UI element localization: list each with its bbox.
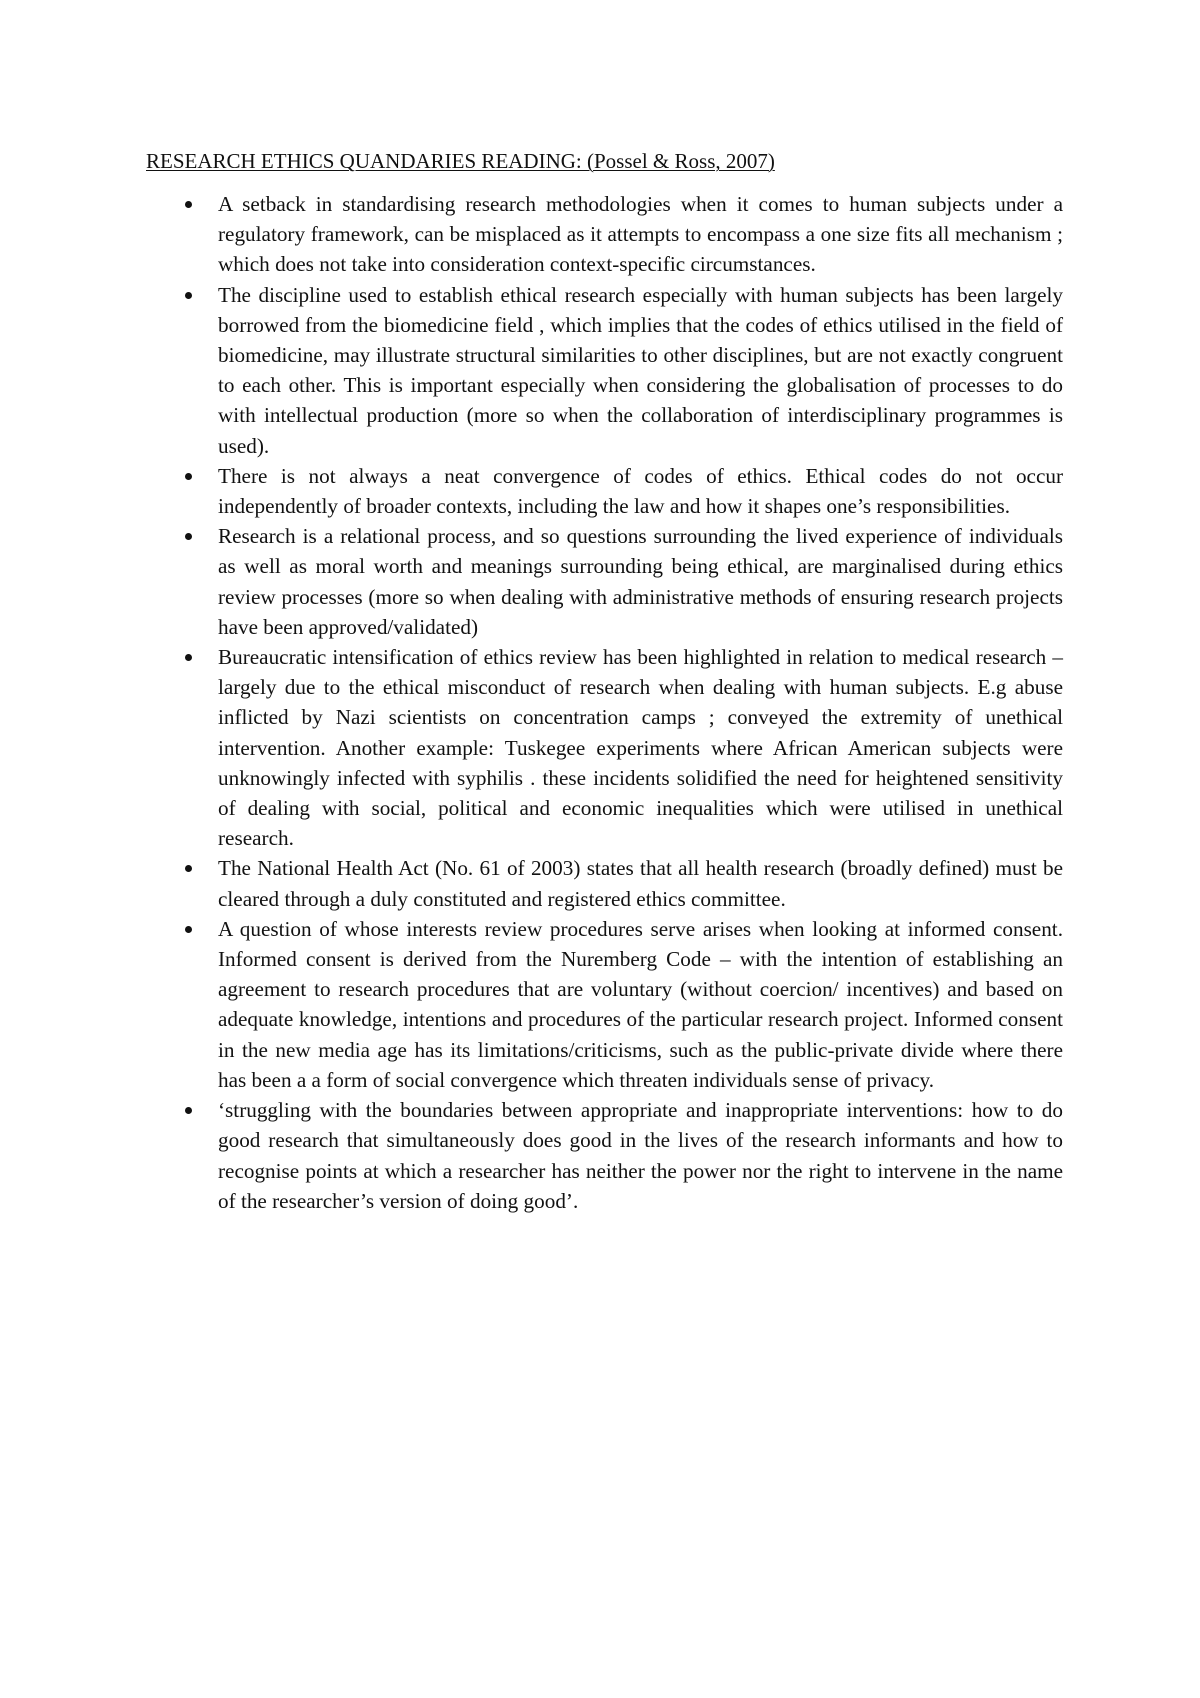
bullet-text: Bureaucratic intensification of ethics review has been highlighted in relation to medical research – largely due to the ethical misconduct of research when dealing with human subjects. E.g abuse inflicted by Nazi scientists on concentration camps ; conveyed the extremity of unethical intervention. Another example: Tuskegee experiments where African American subjects were unknowingly infected with syphilis . these incidents solidified the need for heightened sensitivity of dealing with social, political and economic inequalities which were utilised in unethical research. bbox=[218, 645, 1063, 851]
bullet-list bbox=[218, 189, 1063, 1216]
bullet-text: ‘struggling with the boundaries between appropriate and inappropriate interventions: how to do good research that simultaneously does good in the lives of the research informants and how to recognise points at which a researcher has neither the power nor the right to intervene in the name of the researcher’s version of doing good’. bbox=[218, 1098, 1063, 1213]
list-item bbox=[218, 914, 1063, 1095]
bullet-icon bbox=[185, 201, 192, 208]
bullet-icon bbox=[185, 926, 192, 933]
list-item bbox=[218, 461, 1063, 521]
list-item bbox=[218, 521, 1063, 642]
list-item bbox=[218, 1095, 1063, 1216]
document-title: RESEARCH ETHICS QUANDARIES READING: (Possel & Ross, 2007) bbox=[146, 149, 775, 173]
list-item bbox=[218, 853, 1063, 913]
bullet-text: A question of whose interests review procedures serve arises when looking at informed consent. Informed consent is derived from the Nuremberg Code – with the intention of establishing an agreement to research procedures that are voluntary (without coercion/ incentives) and based on adequate knowledge, intentions and procedures of the particular research project. Informed consent in the new media age has its limitations/criticisms, such as the public-private divide where there has been a a form of social convergence which threaten individuals sense of privacy. bbox=[218, 916, 1063, 1092]
bullet-icon bbox=[185, 654, 192, 661]
bullet-icon bbox=[185, 292, 192, 299]
bullet-text: Research is a relational process, and so questions surrounding the lived experience of individuals as well as moral worth and meanings surrounding being ethical, are marginalised during ethics review processes (more so when dealing with administrative methods of ensuring research projects have been approved/validated) bbox=[218, 524, 1063, 639]
bullet-text: A setback in standardising research methodologies when it comes to human subjects under a regulatory framework, can be misplaced as it attempts to encompass a one size fits all mechanism ; which does not take into consideration context-specific circumstances. bbox=[218, 192, 1063, 277]
list-item bbox=[218, 189, 1063, 280]
list-item bbox=[218, 642, 1063, 853]
bullet-icon bbox=[185, 865, 192, 872]
bullet-text: There is not always a neat convergence of codes of ethics. Ethical codes do not occur independently of broader contexts, including the law and how it shapes one’s responsibilities. bbox=[218, 463, 1063, 519]
bullet-icon bbox=[185, 1107, 192, 1114]
list-item bbox=[218, 280, 1063, 461]
bullet-text: The discipline used to establish ethical research especially with human subjects has been largely borrowed from the biomedicine field , which implies that the codes of ethics utilised in the field of biomedicine, may illustrate structural similarities to other disciplines, but are not exactly congruent to each other. This is important especially when considering the globalisation of processes to do with intellectual production (more so when the collaboration of interdisciplinary programmes is used). bbox=[218, 282, 1063, 458]
bullet-text: The National Health Act (No. 61 of 2003) states that all health research (broadly defined) must be cleared through a duly constituted and registered ethics committee. bbox=[218, 856, 1063, 911]
bullet-icon bbox=[185, 533, 192, 540]
bullet-icon bbox=[185, 473, 192, 480]
